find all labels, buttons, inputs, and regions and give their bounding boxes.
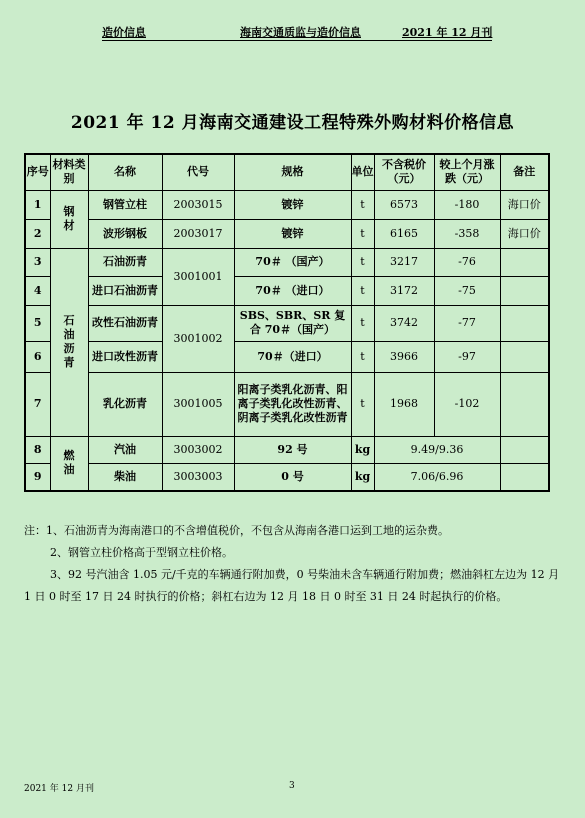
row-price: 3742	[374, 305, 434, 341]
table-row	[25, 276, 549, 305]
row-code: 3003002	[162, 436, 234, 463]
row-spec: SBS、SBR、SR 复合 70＃（国产）	[234, 305, 351, 341]
row-name: 钢管立柱	[88, 190, 162, 219]
row-unit: t	[351, 276, 374, 305]
row-name: 波形钢板	[88, 219, 162, 248]
row-spec: 镀锌	[234, 219, 351, 248]
row-code: 2003015	[162, 190, 234, 219]
row-change: -97	[434, 341, 500, 372]
row-remark	[500, 372, 549, 436]
header-change: 较上个月涨跌（元）	[434, 154, 500, 190]
row-unit: t	[351, 190, 374, 219]
row-spec: 92 号	[234, 436, 351, 463]
category-asphalt: 石油沥青	[50, 248, 88, 436]
row-name: 汽油	[88, 436, 162, 463]
row-seq: 7	[25, 372, 50, 436]
row-price: 3172	[374, 276, 434, 305]
row-remark	[500, 248, 549, 276]
row-price: 9.49/9.36	[374, 436, 500, 463]
row-unit: t	[351, 248, 374, 276]
row-spec: 70＃ （进口）	[234, 276, 351, 305]
row-name: 进口石油沥青	[88, 276, 162, 305]
table-row	[25, 219, 549, 248]
row-price: 6573	[374, 190, 434, 219]
row-code: 3001005	[162, 372, 234, 436]
row-remark	[500, 276, 549, 305]
header-seq: 序号	[25, 154, 50, 190]
row-spec: 70＃ （国产）	[234, 248, 351, 276]
row-unit: t	[351, 219, 374, 248]
row-change: -75	[434, 276, 500, 305]
table-row	[25, 305, 549, 341]
row-code: 3001002	[162, 305, 234, 372]
row-change: -358	[434, 219, 500, 248]
row-spec: 镀锌	[234, 190, 351, 219]
row-price: 7.06/6.96	[374, 463, 500, 491]
row-seq: 3	[25, 248, 50, 276]
row-unit: kg	[351, 436, 374, 463]
header-category: 材料类别	[50, 154, 88, 190]
table-header-row	[25, 154, 549, 190]
table-row	[25, 436, 549, 463]
row-unit: t	[351, 305, 374, 341]
row-remark: 海口价	[500, 219, 549, 248]
header-unit: 单位	[351, 154, 374, 190]
table-row	[25, 190, 549, 219]
row-code: 2003017	[162, 219, 234, 248]
row-remark	[500, 463, 549, 491]
row-seq: 1	[25, 190, 50, 219]
row-unit: kg	[351, 463, 374, 491]
row-spec: 70＃（进口）	[234, 341, 351, 372]
row-name: 进口改性沥青	[88, 341, 162, 372]
row-seq: 4	[25, 276, 50, 305]
header-name: 名称	[88, 154, 162, 190]
header-spec: 规格	[234, 154, 351, 190]
row-code: 3001001	[162, 248, 234, 305]
row-seq: 8	[25, 436, 50, 463]
header-publication-name: 海南交通质监与造价信息	[240, 26, 361, 39]
row-spec: 阳离子类乳化沥青、阳离子类乳化改性沥青、阴离子类乳化改性沥青	[234, 372, 351, 436]
row-price: 3966	[374, 341, 434, 372]
row-name: 石油沥青	[88, 248, 162, 276]
row-change: -77	[434, 305, 500, 341]
page-number: 3	[289, 781, 295, 791]
note-3: 3、92 号汽油含 1.05 元/千克的车辆通行附加费，0 号柴油未含车辆通行附加费；燃油斜杠左边为 12 月 1 日 0 时至 17 日 24 时执行的价格；斜杠右边为 12 月 18 日 0 时至 31 日 24 时起执行的价格。	[24, 568, 560, 603]
page-title: 2021 年 12 月海南交通建设工程特殊外购材料价格信息	[70, 113, 515, 133]
row-seq: 6	[25, 341, 50, 372]
row-seq: 5	[25, 305, 50, 341]
row-name: 乳化沥青	[88, 372, 162, 436]
row-remark	[500, 436, 549, 463]
row-seq: 9	[25, 463, 50, 491]
row-unit: t	[351, 372, 374, 436]
row-code: 3003003	[162, 463, 234, 491]
price-table	[24, 153, 550, 492]
header-remark: 备注	[500, 154, 549, 190]
row-change: -76	[434, 248, 500, 276]
notes	[24, 520, 569, 608]
table-row	[25, 248, 549, 276]
category-steel: 钢材	[50, 190, 88, 248]
row-spec: 0 号	[234, 463, 351, 491]
row-unit: t	[351, 341, 374, 372]
row-change: -102	[434, 372, 500, 436]
table-row	[25, 372, 549, 436]
note-1: 注：1、石油沥青为海南港口的不含增值税价，不包含从海南各港口运到工地的运杂费。	[24, 524, 449, 537]
row-seq: 2	[25, 219, 50, 248]
header-section-label: 造价信息	[102, 26, 146, 39]
note-2: 2、钢管立柱价格高于型钢立柱价格。	[50, 546, 233, 559]
row-price: 3217	[374, 248, 434, 276]
row-change: -180	[434, 190, 500, 219]
table-row	[25, 341, 549, 372]
row-price: 1968	[374, 372, 434, 436]
header-code: 代号	[162, 154, 234, 190]
row-name: 柴油	[88, 463, 162, 491]
row-price: 6165	[374, 219, 434, 248]
page-header	[102, 24, 492, 40]
row-name: 改性石油沥青	[88, 305, 162, 341]
table-row	[25, 463, 549, 491]
footer-issue: 2021 年 12 月刊	[24, 784, 94, 794]
category-fuel: 燃油	[50, 436, 88, 491]
row-remark	[500, 305, 549, 341]
header-rule	[102, 40, 492, 41]
header-price: 不含税价（元）	[374, 154, 434, 190]
header-issue: 2021 年 12 月刊	[402, 26, 493, 39]
row-remark: 海口价	[500, 190, 549, 219]
row-remark	[500, 341, 549, 372]
